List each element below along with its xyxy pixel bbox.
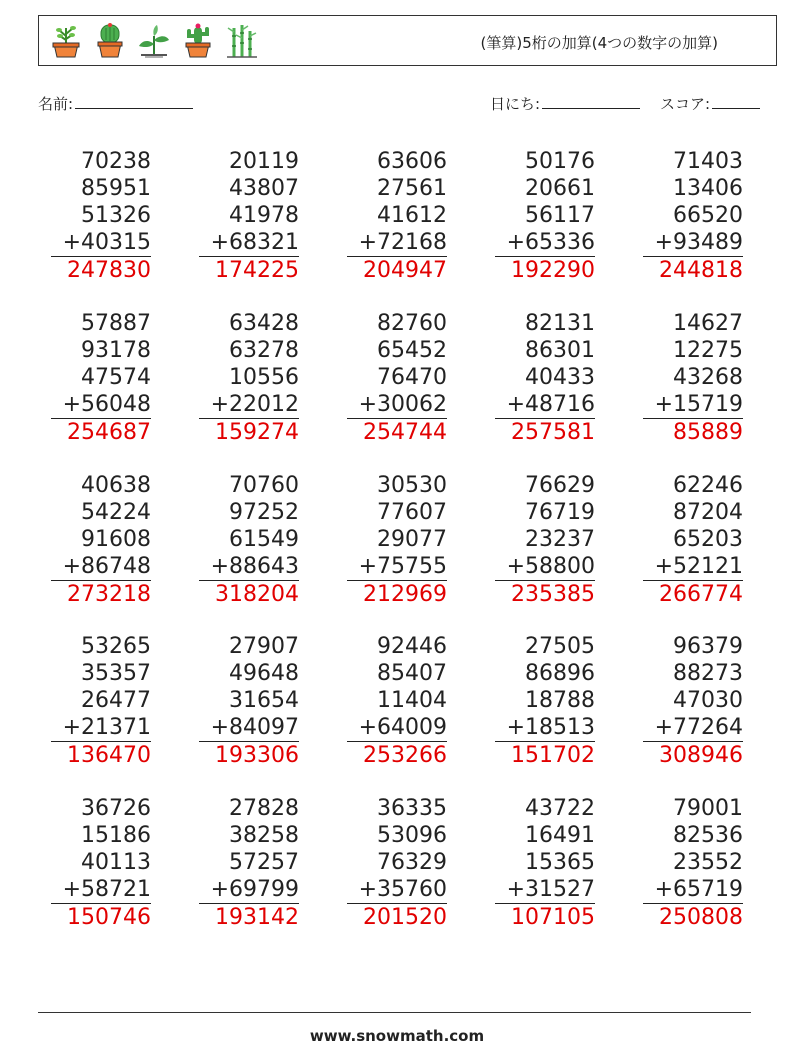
addend: 40113 [81,850,151,875]
addend: 13406 [673,176,743,201]
addition-problem [199,633,299,769]
addend: 63428 [229,311,299,336]
addend: 93178 [81,338,151,363]
addend: 66520 [673,203,743,228]
addend: 82760 [377,311,447,336]
addend: 65203 [673,527,743,552]
addend: 53096 [377,823,447,848]
cactus-flower-pot-icon [179,22,217,60]
addend: 82536 [673,823,743,848]
cactus-pot-icon [91,22,129,60]
answer-value: 201520 [347,903,447,931]
addend: 61549 [229,527,299,552]
addend: 92446 [377,634,447,659]
answer-value: 273218 [51,580,151,608]
addition-problem [347,472,447,608]
addend: 85951 [81,176,151,201]
addend: 23552 [673,850,743,875]
score-field [660,93,760,114]
addend-with-plus: +35760 [358,877,447,902]
answer-value: 174225 [199,256,299,284]
addend-with-plus: +31527 [506,877,595,902]
addend-with-plus: +86748 [62,554,151,579]
addend-with-plus: +15719 [654,392,743,417]
answer-value: 150746 [51,903,151,931]
addition-problem [51,795,151,931]
addition-problem [495,148,595,284]
addition-problem [347,795,447,931]
addition-problem [199,310,299,446]
header-box [38,15,777,66]
name-label: 名前: [38,95,74,113]
addend: 12275 [673,338,743,363]
answer-value: 85889 [643,418,743,446]
date-field [490,93,640,114]
addition-problem [51,633,151,769]
addend: 70760 [229,473,299,498]
addend: 29077 [377,527,447,552]
addend: 43268 [673,365,743,390]
addend: 76629 [525,473,595,498]
addend: 18788 [525,688,595,713]
addend: 38258 [229,823,299,848]
answer-value: 212969 [347,580,447,608]
addend-with-plus: +69799 [210,877,299,902]
addend-with-plus: +56048 [62,392,151,417]
addend-with-plus: +68321 [210,230,299,255]
addition-problem [347,310,447,446]
addition-problem [495,472,595,608]
answer-value: 151702 [495,741,595,769]
addend: 57887 [81,311,151,336]
addend: 53265 [81,634,151,659]
answer-value: 250808 [643,903,743,931]
addition-problem [51,472,151,608]
footer-divider [38,1012,751,1013]
addend-with-plus: +72168 [358,230,447,255]
name-field [38,93,193,114]
sprout-icon [135,22,173,60]
addend: 65452 [377,338,447,363]
addition-problem [643,633,743,769]
answer-value: 244818 [643,256,743,284]
addend: 85407 [377,661,447,686]
addend: 20119 [229,149,299,174]
addition-problem [199,148,299,284]
addend: 31654 [229,688,299,713]
bamboo-icon [223,22,261,60]
addend-with-plus: +52121 [654,554,743,579]
answer-value: 107105 [495,903,595,931]
addend: 86301 [525,338,595,363]
addend-with-plus: +64009 [358,715,447,740]
addition-problem [495,310,595,446]
addition-problem [643,310,743,446]
addend: 71403 [673,149,743,174]
addend: 15365 [525,850,595,875]
answer-value: 266774 [643,580,743,608]
addend: 63278 [229,338,299,363]
addition-problem [199,472,299,608]
addend: 35357 [81,661,151,686]
addend-with-plus: +48716 [506,392,595,417]
addend: 27907 [229,634,299,659]
answer-value: 308946 [643,741,743,769]
addition-problem [495,795,595,931]
answer-value: 193306 [199,741,299,769]
answer-value: 235385 [495,580,595,608]
score-blank[interactable] [712,94,760,109]
addition-problem [51,310,151,446]
addend: 76470 [377,365,447,390]
addend: 87204 [673,500,743,525]
addend: 14627 [673,311,743,336]
addend: 23237 [525,527,595,552]
answer-value: 159274 [199,418,299,446]
name-blank[interactable] [75,94,193,109]
addend: 16491 [525,823,595,848]
worksheet-title: (筆算)5桁の加算(4つの数字の加算) [480,34,718,52]
addend: 82131 [525,311,595,336]
addend: 47030 [673,688,743,713]
addend: 15186 [81,823,151,848]
addend: 79001 [673,796,743,821]
addend: 43722 [525,796,595,821]
addition-problem [347,148,447,284]
answer-value: 257581 [495,418,595,446]
addend-with-plus: +77264 [654,715,743,740]
addend: 40433 [525,365,595,390]
addend: 27561 [377,176,447,201]
addend: 88273 [673,661,743,686]
addend: 91608 [81,527,151,552]
addend: 40638 [81,473,151,498]
answer-value: 192290 [495,256,595,284]
addend: 10556 [229,365,299,390]
addend-with-plus: +65719 [654,877,743,902]
addend-with-plus: +88643 [210,554,299,579]
addition-problem [347,633,447,769]
addend-with-plus: +58800 [506,554,595,579]
addend: 20661 [525,176,595,201]
addition-problem [643,148,743,284]
addend: 30530 [377,473,447,498]
addend: 36726 [81,796,151,821]
addend: 41612 [377,203,447,228]
addend: 70238 [81,149,151,174]
addend: 57257 [229,850,299,875]
addend: 86896 [525,661,595,686]
addend-with-plus: +22012 [210,392,299,417]
addend: 11404 [377,688,447,713]
answer-value: 136470 [51,741,151,769]
addend: 54224 [81,500,151,525]
addend: 96379 [673,634,743,659]
addend: 26477 [81,688,151,713]
addend: 49648 [229,661,299,686]
addend: 27828 [229,796,299,821]
addend: 76719 [525,500,595,525]
answer-value: 247830 [51,256,151,284]
addition-problem [643,472,743,608]
addend: 77607 [377,500,447,525]
date-label: 日にち: [490,95,541,113]
addend-with-plus: +21371 [62,715,151,740]
potted-plant-icon [47,22,85,60]
addend-with-plus: +30062 [358,392,447,417]
addend: 47574 [81,365,151,390]
addend: 51326 [81,203,151,228]
addend: 97252 [229,500,299,525]
addend-with-plus: +93489 [654,230,743,255]
addend: 56117 [525,203,595,228]
addend: 76329 [377,850,447,875]
addend-with-plus: +65336 [506,230,595,255]
addition-problem [199,795,299,931]
date-blank[interactable] [542,94,640,109]
addend: 43807 [229,176,299,201]
addend-with-plus: +84097 [210,715,299,740]
footer-site: www.snowmath.com [309,1027,485,1045]
addition-problem [643,795,743,931]
addend: 36335 [377,796,447,821]
answer-value: 253266 [347,741,447,769]
plant-icons [47,22,261,60]
addend: 63606 [377,149,447,174]
addend: 27505 [525,634,595,659]
addend: 50176 [525,149,595,174]
addend: 41978 [229,203,299,228]
answer-value: 254744 [347,418,447,446]
addend-with-plus: +58721 [62,877,151,902]
addition-problem [495,633,595,769]
addition-problem [51,148,151,284]
addend-with-plus: +40315 [62,230,151,255]
answer-value: 193142 [199,903,299,931]
addend-with-plus: +75755 [358,554,447,579]
score-label: スコア: [660,95,711,113]
addend-with-plus: +18513 [506,715,595,740]
answer-value: 204947 [347,256,447,284]
addend: 62246 [673,473,743,498]
answer-value: 318204 [199,580,299,608]
answer-value: 254687 [51,418,151,446]
